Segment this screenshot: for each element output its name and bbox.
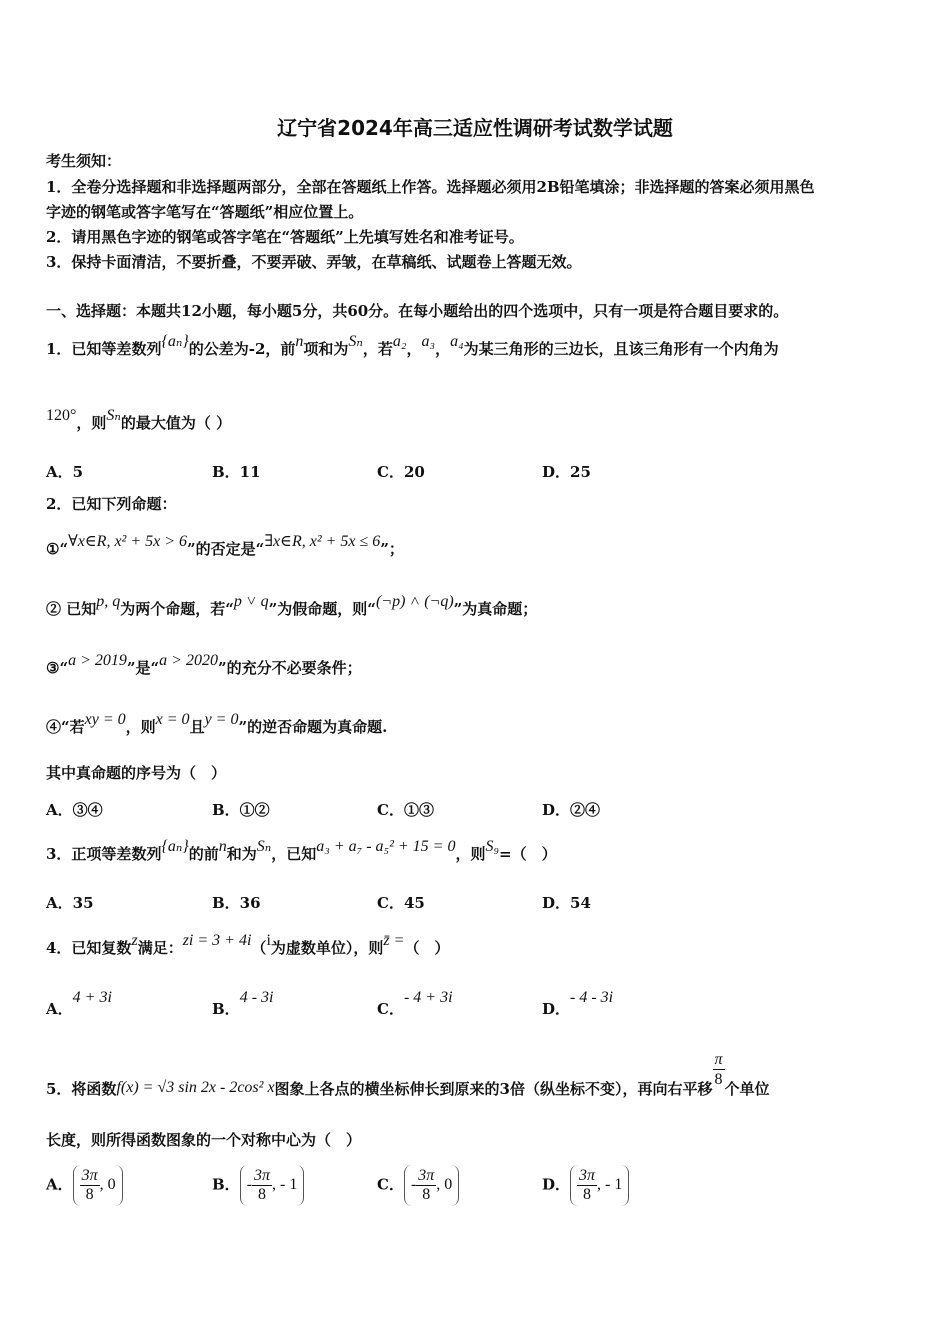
q2-statement-3 [46,652,362,678]
notice-item-1-cont: 字迹的钢笔或答字笔写在“答题纸”相应位置上。 [46,203,364,221]
q4-option-d-value: - 4 - 3i [570,989,614,1006]
q1-option-b: B．11 [212,463,261,481]
q2-s4-text-1: ④“若 [46,718,85,736]
q5-option-a-point [73,1165,123,1206]
q2-s2-text-3: ”为假命题，则“ [268,600,376,618]
q4-text-2: 满足： [137,939,183,957]
q1-option-c: C．20 [377,463,425,481]
q2-s3-text-3: ”的充分不必要条件； [217,659,362,677]
q4-text-4: 为虚数单位），则 [270,939,384,957]
q3-text-2: 的前 [188,845,219,863]
q5-math-f: f(x) = √3 sin 2x - 2cos² x [116,1078,275,1096]
q5-option-a-den: 8 [85,1186,94,1203]
q2-s3-math-2: a > 2020 [159,652,218,669]
q4-option-b-label: B． [212,1000,240,1018]
q2-s4-text-4: ”的逆否命题为真命题. [238,718,388,736]
q2-statement-2 [46,593,538,619]
q5-stem [46,1050,770,1098]
q1-text-6: ， [435,340,451,358]
q3-option-d: D．54 [542,894,591,912]
q2-option-a: A．③④ [46,801,103,819]
q1-text-3: 项和为 [303,340,349,358]
q5-option-d-point [570,1165,629,1206]
q5-option-b-point [240,1165,305,1206]
q2-s1-text-2: ”的否定是“ [187,540,265,558]
q5-option-c-point [404,1165,459,1206]
q4-text-1: 4．已知复数 [46,939,132,957]
q1-text-9: 的最大值为（ ） [120,414,232,432]
q5-option-c-post: , 0 [436,1176,453,1194]
q5-option-a-frac [80,1167,100,1204]
q5-text-1: 5．将函数 [46,1079,117,1098]
q5-option-d [542,1165,629,1206]
q3-math-seq: {aₙ} [161,838,189,855]
q5-option-b-label: B． [212,1175,240,1194]
q1-math-a4: a₄ [450,333,464,350]
q1-text-4: ，若 [362,340,393,358]
notice-item-1: 1．全卷分选择题和非选择题两部分，全部在答题纸上作答。选择题必须用2B铅笔填涂；非选择题的答案必须用黑色 [46,178,815,196]
q4-stem [46,932,450,958]
q5-option-c-label: C． [377,1175,404,1194]
q2-ask: 其中真命题的序号为（ ） [46,764,227,782]
q4-math-z: z [131,932,138,949]
q1-stem [46,333,779,359]
q3-option-a: A．35 [46,894,94,912]
q1-text-1: 1．已知等差数列 [46,340,162,358]
q5-option-d-label: D． [542,1175,571,1194]
exam-title: 辽宁省2024年高三适应性调研考试数学试题 [277,116,673,140]
q5-option-a-post: , 0 [99,1176,116,1194]
q4-option-b-value: 4 - 3i [239,989,274,1006]
q3-text-4: ，已知 [271,845,317,863]
q3-text-1: 3．正项等差数列 [46,845,162,863]
notice-item-2: 2．请用黑色字迹的钢笔或答字笔在“答题纸”上先填写姓名和准考证号。 [46,228,524,246]
q5-option-d-num: 3π [579,1167,596,1184]
q4-option-d [542,989,614,1019]
q1-math-seq: {aₙ} [161,333,189,350]
q2-s3-text-1: ③“ [46,659,69,677]
q4-option-b [212,989,274,1019]
q5-option-c-pre: - [410,1176,417,1194]
q5-option-b-frac [252,1167,272,1204]
q5-option-d-post: , - 1 [597,1176,623,1194]
q2-s2-text-4: ”为真命题； [453,600,538,618]
q5-option-a [46,1165,123,1206]
q3-text-5: ，则 [455,845,486,863]
q3-math-n: n [218,838,227,855]
q5-option-b-den: 8 [258,1186,267,1203]
q2-s2-math-1: p, q [96,593,121,610]
q4-option-a-value: 4 + 3i [72,989,112,1006]
q5-option-c-den: 8 [422,1186,431,1203]
q2-statement-1 [46,533,404,559]
q2-s2-text-1: ② 已知 [46,600,97,618]
q4-option-c-label: C． [377,1000,404,1018]
q5-option-b-num: 3π [254,1167,271,1184]
q2-s4-text-3: 且 [189,718,205,736]
q1-option-d: D．25 [542,463,591,481]
q2-s4-math-3: y = 0 [204,711,239,728]
q2-s3-text-2: ”是“ [126,659,160,677]
q2-s2-math-3: (¬p) ˄ (¬q) [375,593,454,610]
q5-text-2: 图象上各点的横坐标伸长到原来的3倍（纵坐标不变），再向右平移 [274,1079,713,1098]
q3-math-sn: Sₙ [256,838,272,855]
q5-option-a-label: A． [46,1175,73,1194]
q5-option-b-post: , - 1 [272,1176,298,1194]
q1-option-a: A．5 [46,463,84,481]
q1-math-a2: a₂ [392,333,407,350]
q5-option-c-num: 3π [418,1167,435,1184]
q4-option-c [377,989,453,1019]
q3-text-3: 和为 [226,845,257,863]
q4-math-eq: zi = 3 + 4i [182,932,252,949]
q3-text-6: =（ ） [499,845,557,863]
q1-math-sn: Sₙ [348,333,363,350]
q1-text-2: 的公差为-2，前 [188,340,296,358]
q3-math-s9: S₉ [485,838,500,855]
notice-heading: 考生须知： [46,152,122,170]
q5-text-3: 个单位 [724,1079,770,1098]
q2-s4-text-2: ，则 [125,718,156,736]
q2-statement-4 [46,711,388,737]
q5-option-b-pre: - [246,1176,253,1194]
q5-option-b [212,1165,304,1206]
q3-option-c: C．45 [377,894,425,912]
q1-math-n: n [295,333,304,350]
q4-option-a-label: A． [46,1000,73,1018]
q1-text-5: ， [406,340,422,358]
q5-fraction-num: π [713,1050,725,1070]
notice-item-3: 3．保持卡面清洁，不要折叠，不要弄破、弄皱，在草稿纸、试题卷上答题无效。 [46,253,582,271]
q2-s4-math-1: xy = 0 [84,711,126,728]
q2-s4-math-2: x = 0 [155,711,190,728]
q2-s1-math-1: ∀x∈R, x² + 5x > 6 [68,533,188,550]
q5-stem-cont: 长度，则所得函数图象的一个对称中心为（ ） [46,1131,362,1149]
q1-text-8: ，则 [76,414,107,432]
q2-stem: 2．已知下列命题： [46,495,177,513]
q5-option-a-num: 3π [81,1167,98,1184]
q4-option-a [46,989,112,1019]
section-heading: 一、选择题：本题共12小题，每小题5分，共60分。在每小题给出的四个选项中，只有一项是符合题目要求的。 [46,302,789,320]
q5-fraction-den: 8 [714,1071,723,1089]
q4-option-c-value: - 4 + 3i [403,989,453,1006]
q2-s1-text-3: ”； [380,540,404,558]
q2-s3-math-1: a > 2019 [68,652,127,669]
q1-math-angle: 120° [46,407,77,424]
q5-option-c-frac [416,1167,436,1204]
q4-math-zbar: z̄ = [383,932,405,949]
q1-math-sn-2: Sₙ [106,407,121,424]
q4-text-5: （ ） [404,939,450,957]
q1-stem-cont [46,407,232,433]
q3-option-b: B．36 [212,894,261,912]
q2-s1-text-1: ①“ [46,540,69,558]
q4-math-i: i [266,932,271,949]
q3-math-eq: a₃ + a₇ - a₅² + 15 = 0 [316,838,456,855]
q2-s1-math-2: ∃x∈R, x² + 5x ≤ 6 [264,533,381,550]
q2-option-d: D．②④ [542,801,601,819]
q2-s2-text-2: 为两个命题，若“ [120,600,234,618]
q4-text-3: （ [251,939,267,957]
q1-math-a3: a₃ [421,333,436,350]
q5-option-c [377,1165,459,1206]
q1-text-7: 为某三角形的三边长，且该三角形有一个内角为 [463,340,779,358]
q5-option-d-frac [577,1167,597,1204]
q5-option-d-den: 8 [583,1186,592,1203]
q4-option-d-label: D． [542,1000,571,1018]
q2-s2-math-2: p ˅ q [233,593,269,610]
q5-fraction [713,1050,725,1089]
q2-option-c: C．①③ [377,801,434,819]
q2-option-b: B．①② [212,801,270,819]
q3-stem [46,838,557,864]
